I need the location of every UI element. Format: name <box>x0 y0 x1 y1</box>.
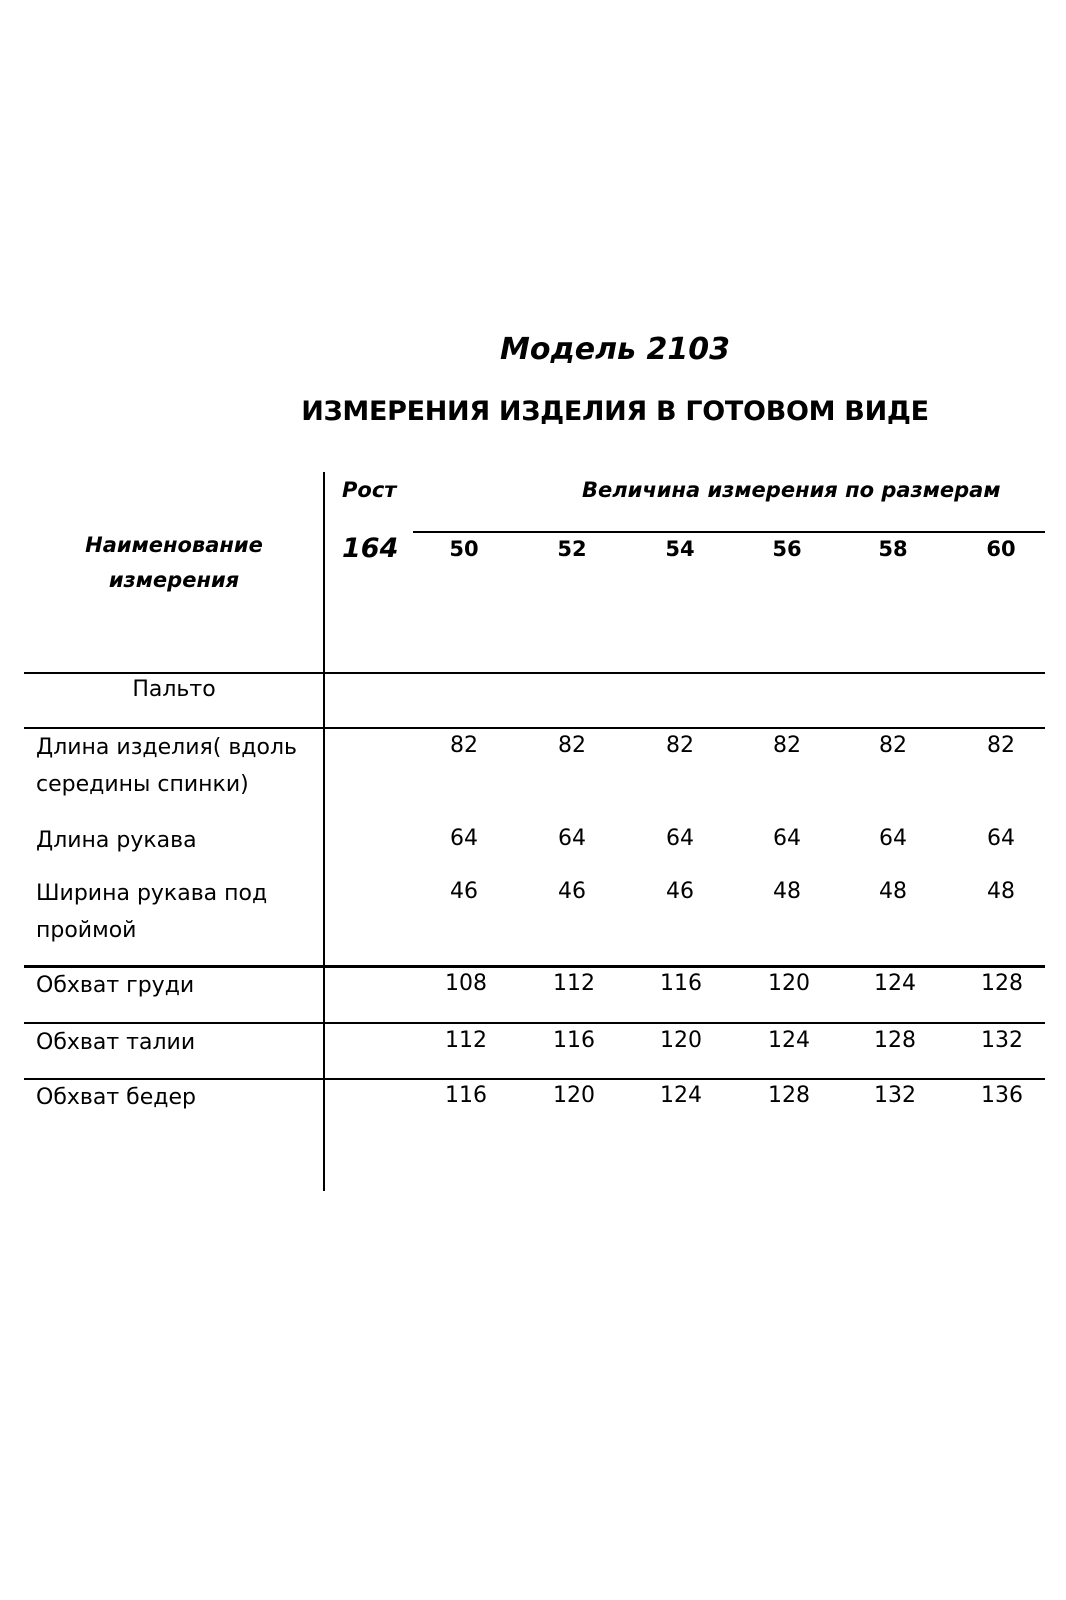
table-cell: 112 <box>445 1028 487 1053</box>
table-cell: 64 <box>450 826 478 851</box>
measurement-name-header: Наименование измерения <box>85 533 263 592</box>
table-cell: 64 <box>773 826 801 851</box>
model-title: Модель 2103 <box>500 332 730 367</box>
table-cell: 82 <box>450 733 478 758</box>
table-cell: 116 <box>445 1083 487 1108</box>
row-label: Длина изделия( вдоль середины спинки) <box>36 735 297 797</box>
table-cell: 46 <box>450 879 478 904</box>
size-column-header: 58 <box>878 537 908 561</box>
size-column-header: 56 <box>772 537 802 561</box>
size-column-header: 54 <box>665 537 695 561</box>
table-cell: 82 <box>879 733 907 758</box>
table-cell: 82 <box>987 733 1015 758</box>
table-cell: 82 <box>558 733 586 758</box>
table-cell: 64 <box>558 826 586 851</box>
table-cell: 120 <box>768 971 810 996</box>
table-cell: 64 <box>987 826 1015 851</box>
table-cell: 128 <box>768 1083 810 1108</box>
table-cell: 116 <box>553 1028 595 1053</box>
row-label: Обхват талии <box>36 1030 196 1055</box>
height-header: Рост <box>342 478 397 502</box>
table-cell: 132 <box>981 1028 1023 1053</box>
document-subtitle: ИЗМЕРЕНИЯ ИЗДЕЛИЯ В ГОТОВОМ ВИДЕ <box>301 396 929 427</box>
table-cell: 124 <box>768 1028 810 1053</box>
size-column-header: 50 <box>449 537 479 561</box>
table-cell: 82 <box>773 733 801 758</box>
sizes-header: Величина измерения по размерам <box>582 478 1001 502</box>
table-cell: 108 <box>445 971 487 996</box>
table-cell: 46 <box>558 879 586 904</box>
table-cell: 112 <box>553 971 595 996</box>
table-cell: 82 <box>666 733 694 758</box>
table-cell: 48 <box>987 879 1015 904</box>
height-value: 164 <box>342 533 399 564</box>
row-label: Ширина рукава под проймой <box>36 881 268 943</box>
row-label: Обхват груди <box>36 973 195 998</box>
row-label: Длина рукава <box>36 828 197 853</box>
table-cell: 136 <box>981 1083 1023 1108</box>
row-label: Обхват бедер <box>36 1085 196 1110</box>
table-cell: 124 <box>660 1083 702 1108</box>
table-cell: 120 <box>553 1083 595 1108</box>
table-cell: 48 <box>773 879 801 904</box>
table-cell: 120 <box>660 1028 702 1053</box>
table-cell: 64 <box>666 826 694 851</box>
table-cell: 132 <box>874 1083 916 1108</box>
table-cell: 128 <box>874 1028 916 1053</box>
table-cell: 48 <box>879 879 907 904</box>
table-cell: 116 <box>660 971 702 996</box>
table-cell: 64 <box>879 826 907 851</box>
table-cell: 124 <box>874 971 916 996</box>
header-bottom-rule <box>24 672 1045 674</box>
size-column-header: 60 <box>986 537 1016 561</box>
sizes-header-underline <box>413 531 1045 533</box>
table-cell: 128 <box>981 971 1023 996</box>
size-column-header: 52 <box>557 537 587 561</box>
section-label: Пальто <box>132 677 216 702</box>
table-cell: 46 <box>666 879 694 904</box>
